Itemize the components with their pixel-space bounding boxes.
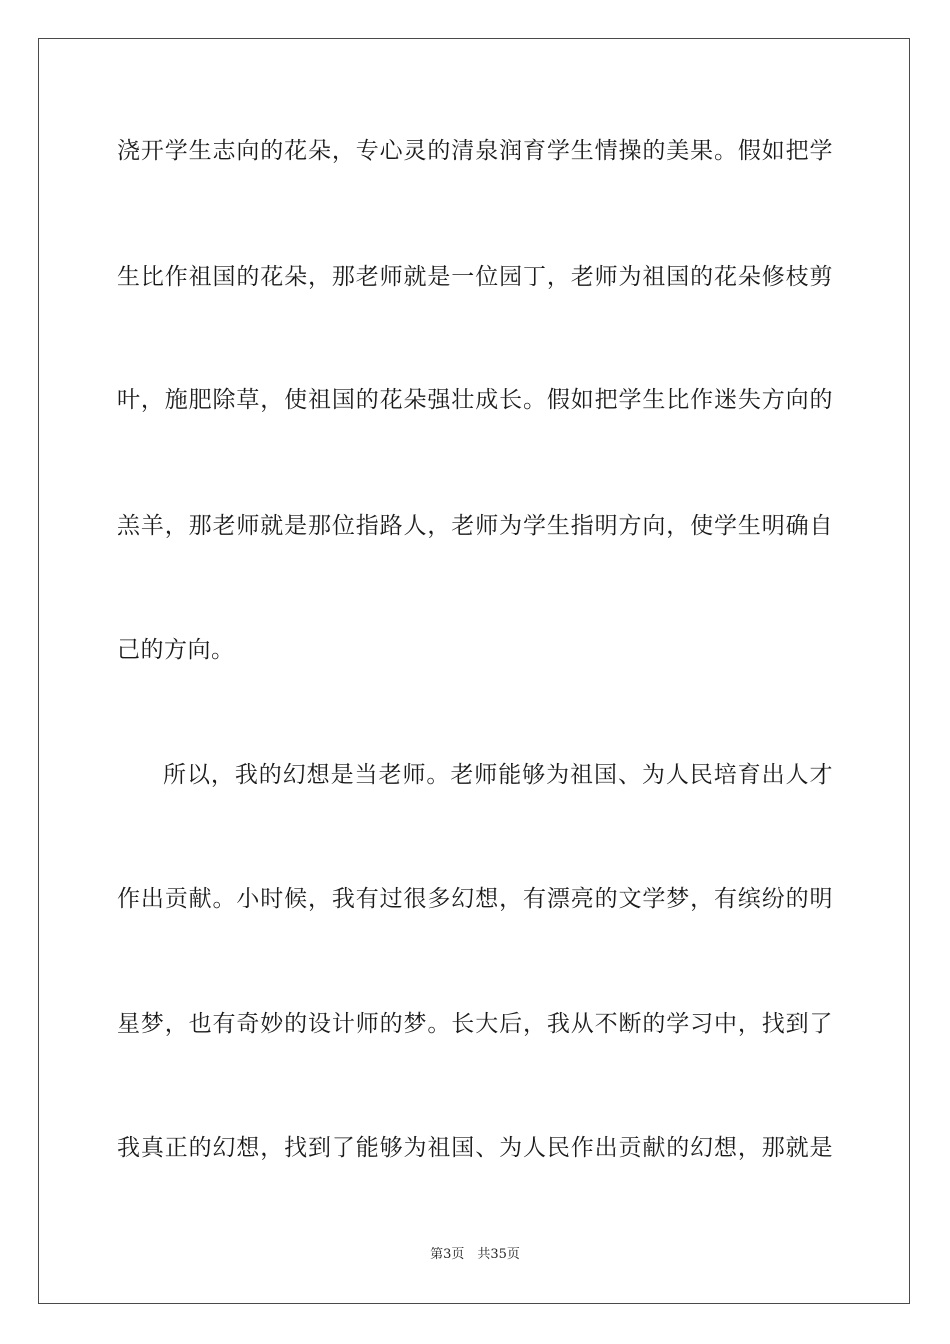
text-line: 我真正的幻想，找到了能够为祖国、为人民作出贡献的幻想，那就是 [117,1135,833,1161]
text-line: 浇开学生志向的花朵，专心灵的清泉润育学生情操的美果。假如把学 [117,138,833,164]
text-line: 所以，我的幻想是当老师。老师能够为祖国、为人民培育出人才 [163,762,833,788]
text-line: 生比作祖国的花朵，那老师就是一位园丁，老师为祖国的花朵修枝剪 [117,264,833,290]
page-number-footer: 第3页 共35页 [430,1247,520,1262]
text-line: 作出贡献。小时候，我有过很多幻想，有漂亮的文学梦，有缤纷的明 [117,886,833,912]
text-line: 星梦，也有奇妙的设计师的梦。长大后，我从不断的学习中，找到了 [117,1011,833,1037]
text-line: 叶，施肥除草，使祖国的花朵强壮成长。假如把学生比作迷失方向的 [117,387,833,413]
page-border [38,38,910,1304]
text-line: 羔羊，那老师就是那位指路人，老师为学生指明方向，使学生明确自 [117,513,833,539]
text-line: 己的方向。 [117,637,235,663]
